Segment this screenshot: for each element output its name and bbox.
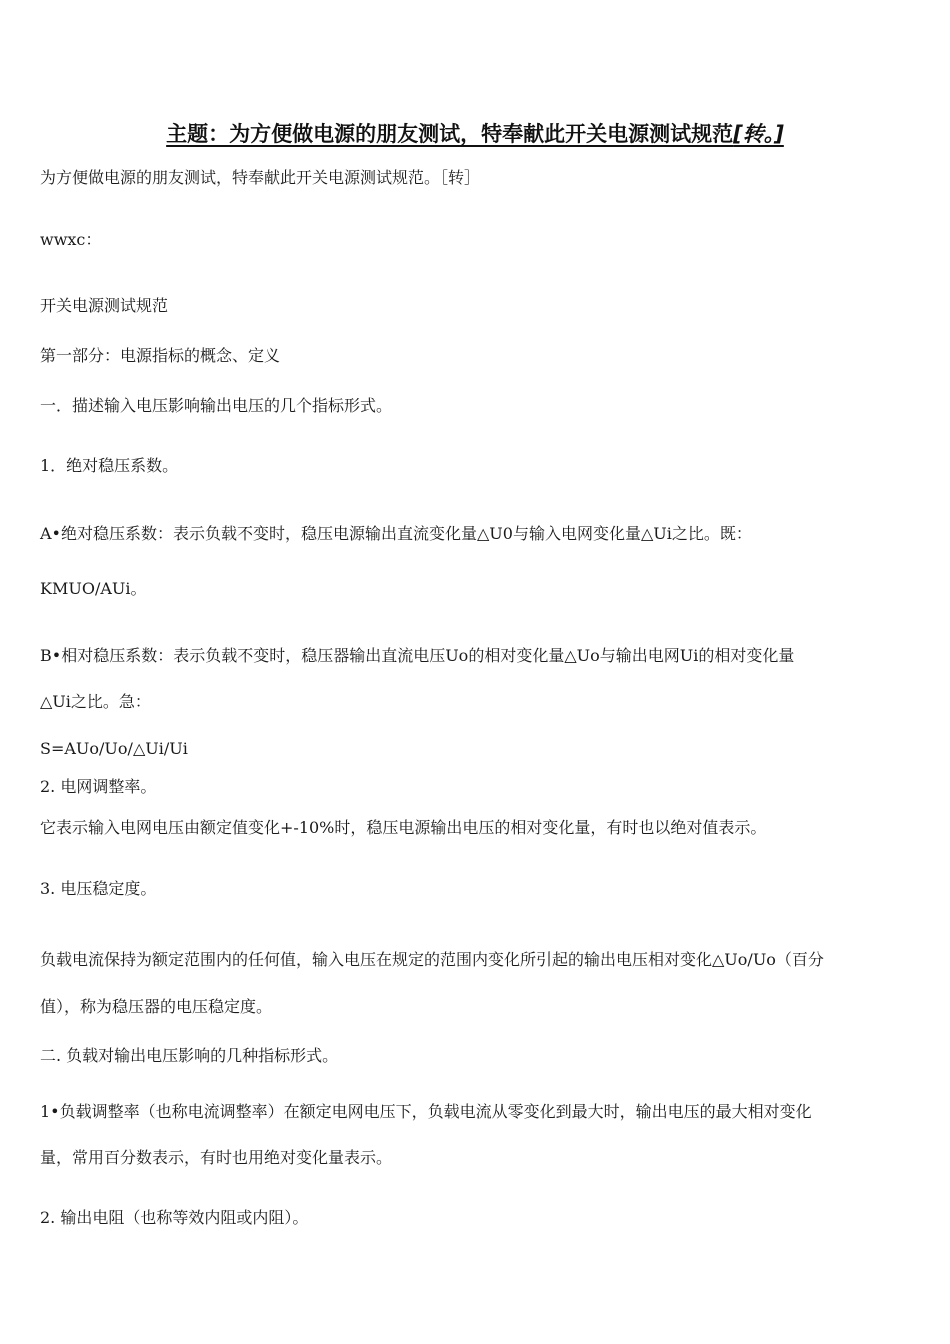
paragraph-voltage-stability: 负载电流保持为额定范围内的任何值，输入电压在规定的范围内变化所引起的输出电压相对变化△Uo/Uo（百分 — [40, 950, 824, 969]
section-heading-spec: 开关电源测试规范 — [40, 296, 169, 315]
paragraph-grid-regulation: 它表示输入电网电压由额定值变化+-10%时，稳压电源输出电压的相对变化量，有时也以绝对值表示。 — [40, 818, 767, 837]
subsection-heading-one: 一．描述输入电压影响输出电压的几个指标形式。 — [40, 396, 393, 415]
subsection-heading-two: 二. 负载对输出电压影响的几种指标形式。 — [40, 1046, 339, 1065]
paragraph-intro: 为方便做电源的朋友测试，特奉献此开关电源测试规范。［转］ — [40, 168, 481, 187]
title-tail-text: [转。] — [733, 122, 784, 146]
paragraph-relative-coefficient-cont: △Ui之比。急： — [40, 692, 151, 711]
section-heading-part-one: 第一部分：电源指标的概念、定义 — [40, 346, 281, 365]
document-title — [0, 118, 950, 148]
paragraph-load-regulation-cont: 量，常用百分数表示，有时也用绝对变化量表示。 — [40, 1148, 393, 1167]
paragraph-absolute-coefficient: A•绝对稳压系数：表示负载不变时，稳压电源输出直流变化量△U0与输入电网变化量△Ui之比。既： — [40, 524, 752, 543]
item-heading-3: 3. 电压稳定度。 — [40, 879, 157, 898]
item-heading-output-resistance: 2. 输出电阻（也称等效内阻或内阻）。 — [40, 1208, 309, 1227]
item-heading-2: 2. 电网调整率。 — [40, 777, 157, 796]
paragraph-load-regulation: 1•负载调整率（也称电流调整率）在额定电网电压下，负载电流从零变化到最大时，输出电压的最大相对变化 — [40, 1102, 812, 1121]
formula-s: S=AUo/Uo/△Ui/Ui — [40, 739, 188, 758]
paragraph-relative-coefficient: B•相对稳压系数：表示负载不变时，稳压器输出直流电压Uo的相对变化量△Uo与输出电网Ui的相对变化量 — [40, 646, 795, 665]
paragraph-author: wwxc： — [40, 230, 102, 249]
paragraph-voltage-stability-cont: 值），称为稳压器的电压稳定度。 — [40, 997, 273, 1016]
formula-kmuo: KMUO/AUi。 — [40, 579, 147, 598]
item-heading-1: 1．绝对稳压系数。 — [40, 456, 179, 475]
title-main-text: 主题：为方便做电源的朋友测试，特奉献此开关电源测试规范 — [166, 122, 734, 146]
